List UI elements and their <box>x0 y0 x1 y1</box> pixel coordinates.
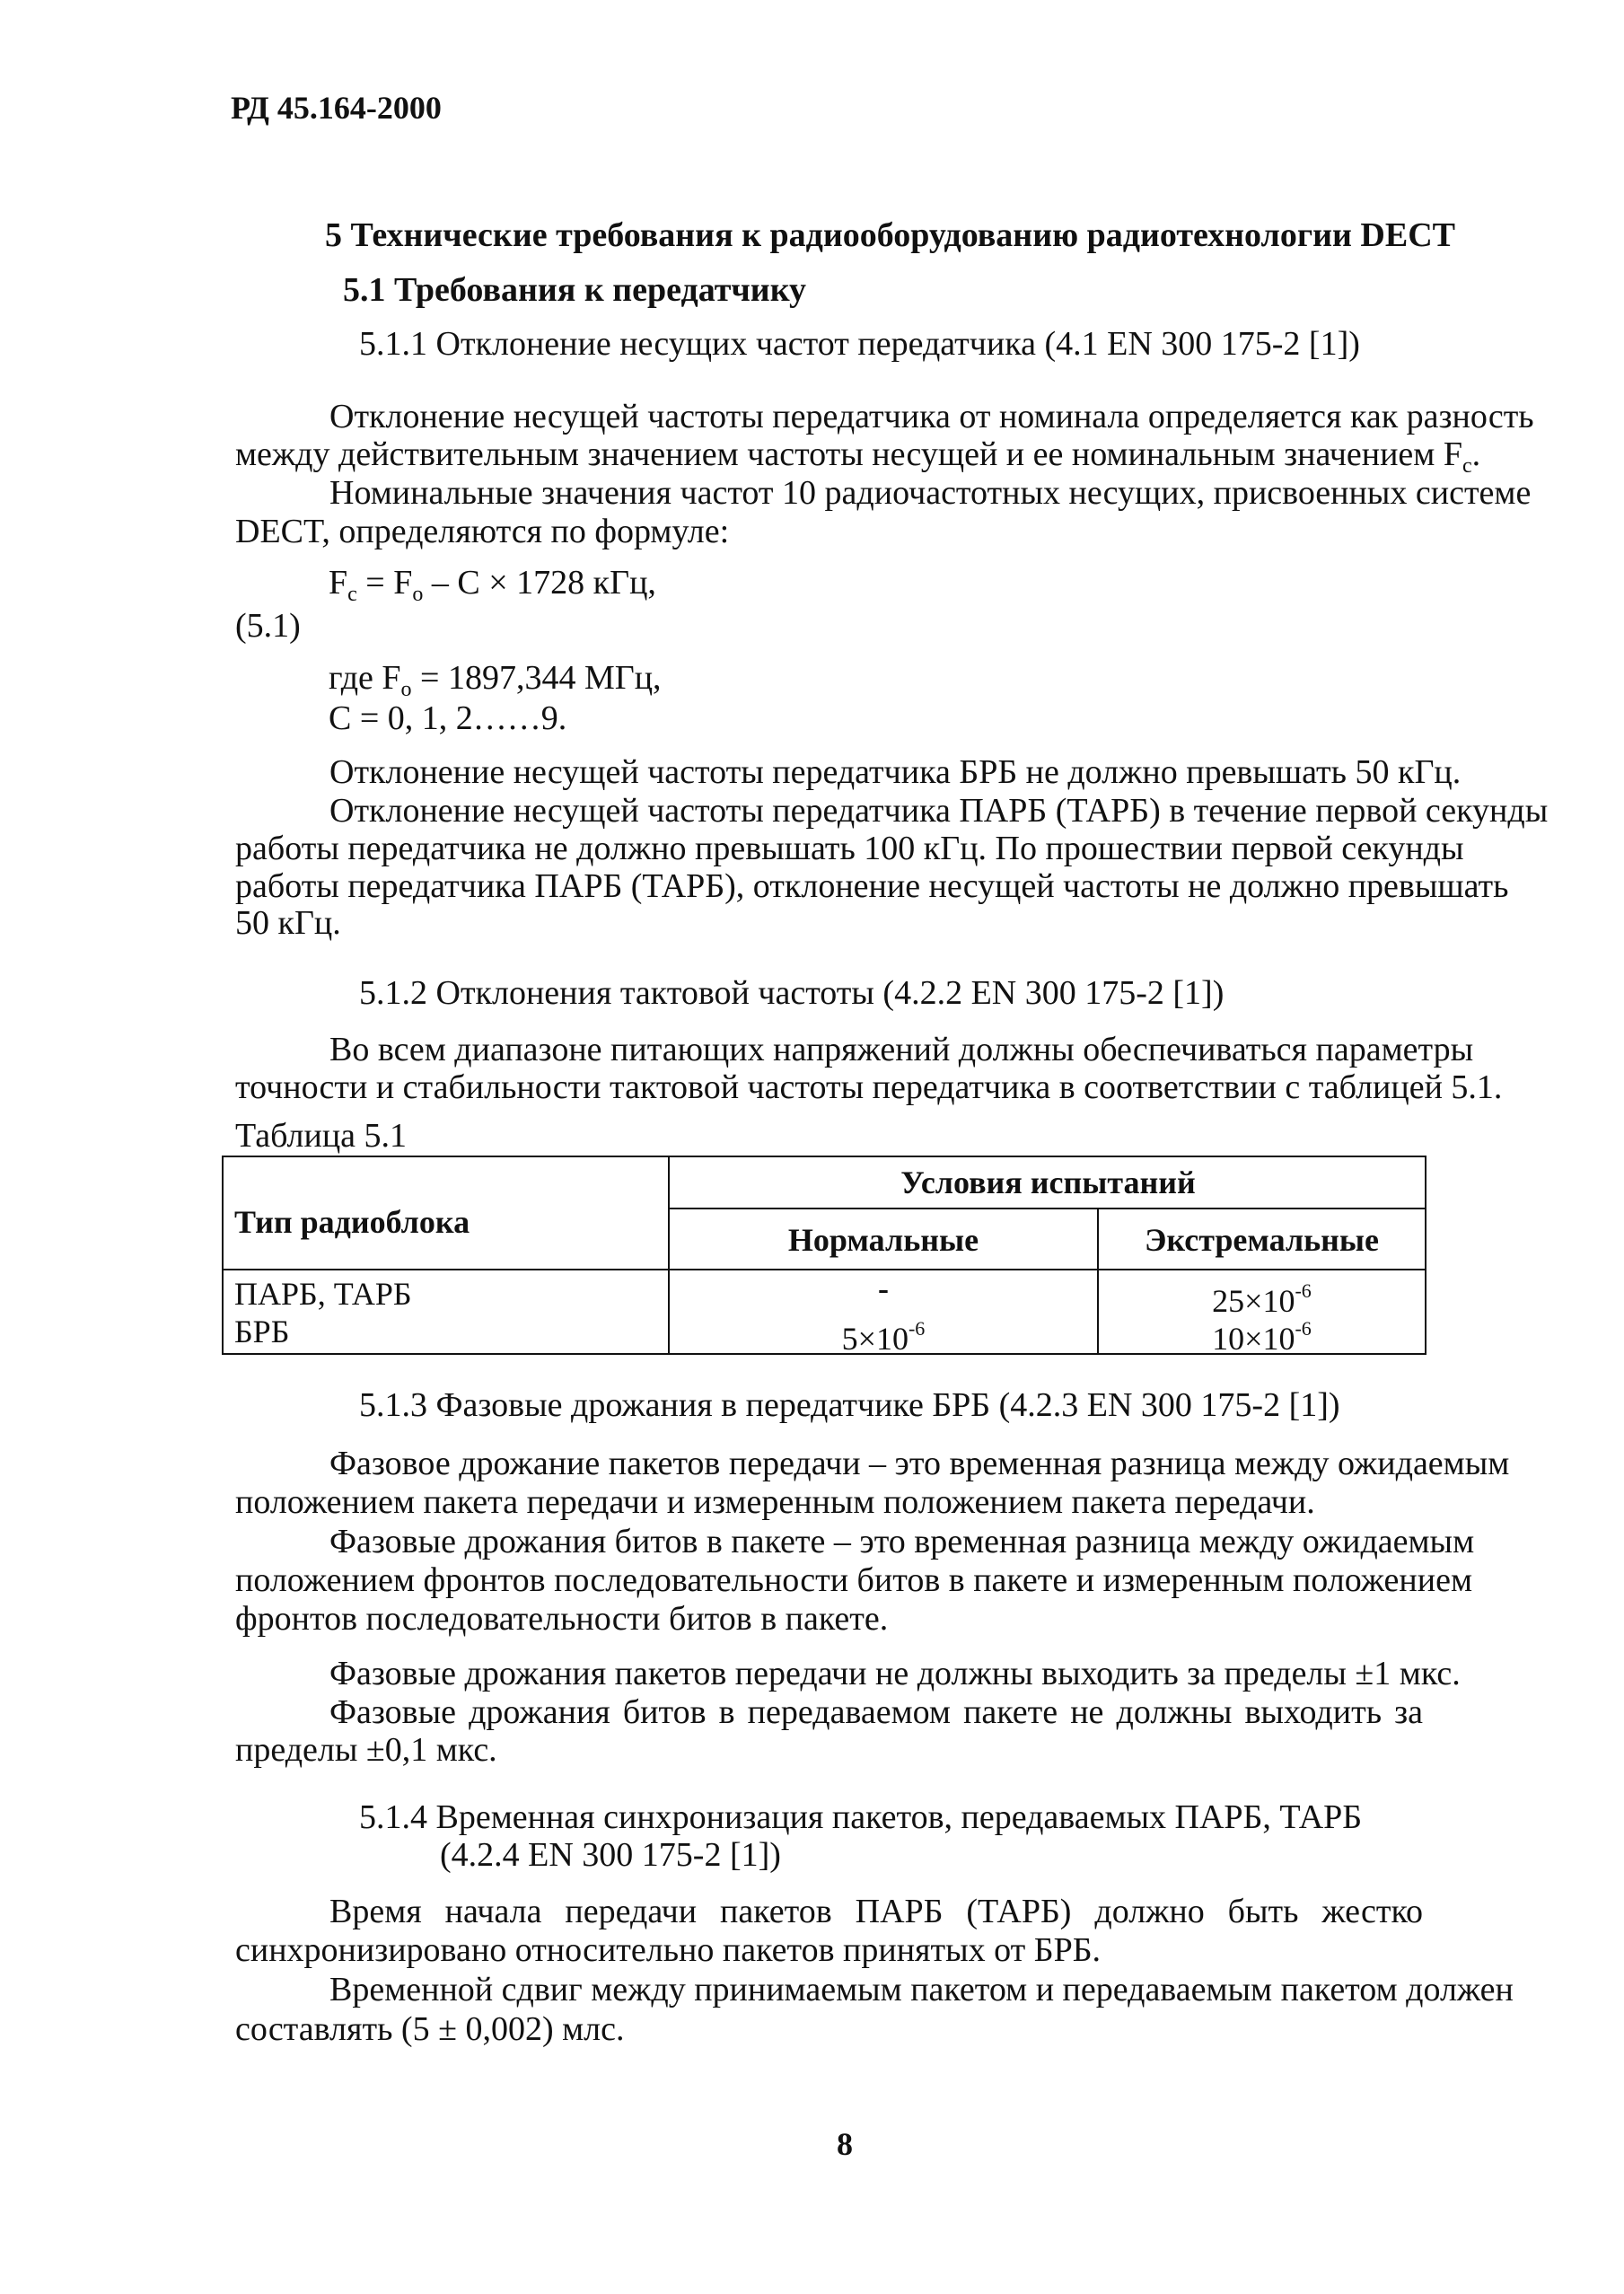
heading-5-1-4-ref: (4.2.4 EN 300 175-2 [1]) <box>440 1836 781 1874</box>
paragraph-line: Фазовые дрожания битов в передаваемом пакете не должны выходить за <box>329 1693 1423 1731</box>
formula-text: – C × 1728 кГц, <box>423 564 656 602</box>
formula-where <box>329 661 662 700</box>
table-header-extreme: Экстремальные <box>1144 1222 1380 1258</box>
paragraph-line: Отклонение несущей частоты передатчика БРБ не должно превышать 50 кГц. <box>329 753 1462 791</box>
paragraph-line: точности и стабильности тактовой частоты передатчика в соответствии с таблицей 5.1. <box>235 1068 1503 1106</box>
paragraph-text: между действительным значением частоты несущей и ее номинальным значением F <box>235 435 1462 473</box>
paragraph-line: Время начала передачи пакетов ПАРБ (ТАРБ) должно быть жестко <box>329 1893 1423 1930</box>
paragraph-line: Фазовые дрожания пакетов передачи не должны выходить за пределы ±1 мкс. <box>329 1655 1461 1692</box>
paragraph-line: Фазовое дрожание пакетов передачи – это временная разница между ожидаемым <box>329 1445 1510 1482</box>
table-caption: Таблица 5.1 <box>235 1117 408 1155</box>
cell-value: 10×10 <box>1212 1321 1295 1357</box>
data-table <box>222 1156 1426 1355</box>
paragraph-line: DECT, определяются по формуле: <box>235 513 730 550</box>
paragraph-line: 50 кГц. <box>235 904 341 942</box>
page-number: 8 <box>837 2126 853 2162</box>
formula <box>329 566 656 605</box>
superscript: -6 <box>908 1317 926 1340</box>
heading-5-1-2: 5.1.2 Отклонения тактовой частоты (4.2.2 EN 300 175-2 [1]) <box>359 974 1225 1012</box>
formula-text: где F <box>329 659 401 697</box>
table-cell-extreme <box>1099 1319 1425 1355</box>
paragraph-line: фронтов последовательности битов в пакете. <box>235 1600 889 1638</box>
table-cell-normal <box>670 1319 1097 1355</box>
cell-value: 5×10 <box>841 1321 909 1357</box>
table-cell-type: ПАРБ, ТАРБ <box>234 1276 412 1312</box>
heading-5-1-1: 5.1.1 Отклонение несущих частот передатчика (4.1 EN 300 175-2 [1]) <box>359 325 1360 363</box>
formula-text: = F <box>356 564 413 602</box>
table-cell-normal <box>670 1272 1097 1305</box>
paragraph-text: . <box>1471 435 1481 473</box>
formula-text: = 1897,344 МГц, <box>411 659 662 697</box>
paragraph-line <box>235 435 1481 478</box>
table-header-type: Тип радиоблока <box>234 1204 470 1240</box>
formula-number: (5.1) <box>235 607 301 645</box>
paragraph-line: Отклонение несущей частоты передатчика ПАРБ (ТАРБ) в течение первой секунды <box>329 792 1549 830</box>
paragraph-line: положением пакета передачи и измеренным положением пакета передачи. <box>235 1483 1315 1521</box>
heading-5-1-4: 5.1.4 Временная синхронизация пакетов, передаваемых ПАРБ, ТАРБ <box>359 1798 1363 1836</box>
cell-value: - <box>878 1270 889 1306</box>
table-border <box>222 1269 1426 1270</box>
paragraph-line: Временной сдвиг между принимаемым пакетом и передаваемым пакетом должен <box>329 1971 1514 2008</box>
paragraph-line: пределы ±0,1 мкс. <box>235 1731 497 1769</box>
paragraph-line: работы передатчика не должно превышать 100 кГц. По прошествии первой секунды <box>235 830 1464 867</box>
paragraph-line: положением фронтов последовательности битов в пакете и измеренным положением <box>235 1561 1473 1599</box>
table-header-conditions: Условия испытаний <box>900 1165 1196 1200</box>
formula-text: F <box>329 564 348 602</box>
table-border <box>222 1156 1426 1157</box>
subscript: c <box>1462 454 1472 478</box>
paragraph-line: Фазовые дрожания битов в пакете – это временная разница между ожидаемым <box>329 1523 1475 1560</box>
table-cell-type: БРБ <box>234 1314 290 1349</box>
paragraph-line: составлять (5 ± 0,002) млс. <box>235 2010 625 2048</box>
paragraph-line: синхронизировано относительно пакетов принятых от БРБ. <box>235 1931 1102 1969</box>
table-border <box>668 1208 1426 1209</box>
cell-value: 25×10 <box>1212 1283 1295 1319</box>
paragraph-line: работы передатчика ПАРБ (ТАРБ), отклонение несущей частоты не должно превышать <box>235 867 1509 905</box>
document-code: РД 45.164-2000 <box>231 90 442 126</box>
superscript: -6 <box>1295 1317 1312 1340</box>
paragraph-line: Во всем диапазоне питающих напряжений должны обеспечиваться параметры <box>329 1031 1474 1068</box>
table-border <box>222 1156 224 1355</box>
subscript: c <box>347 583 357 606</box>
paragraph-line: Номинальные значения частот 10 радиочастотных несущих, присвоенных системе <box>329 474 1532 512</box>
subscript: o <box>412 583 424 606</box>
paragraph-line: Отклонение несущей частоты передатчика от номинала определяется как разность <box>329 398 1534 435</box>
table-header-normal: Нормальные <box>787 1222 979 1258</box>
subscript: o <box>400 678 412 701</box>
section-title: 5 Технические требования к радиооборудованию радиотехнологии DECT <box>325 216 1455 254</box>
table-cell-extreme <box>1099 1281 1425 1317</box>
heading-5-1-3: 5.1.3 Фазовые дрожания в передатчике БРБ (4.2.3 EN 300 175-2 [1]) <box>359 1386 1340 1424</box>
superscript: -6 <box>1295 1279 1312 1302</box>
subsection-title: 5.1 Требования к передатчику <box>343 271 807 309</box>
formula-where-c: C = 0, 1, 2……9. <box>329 699 567 737</box>
